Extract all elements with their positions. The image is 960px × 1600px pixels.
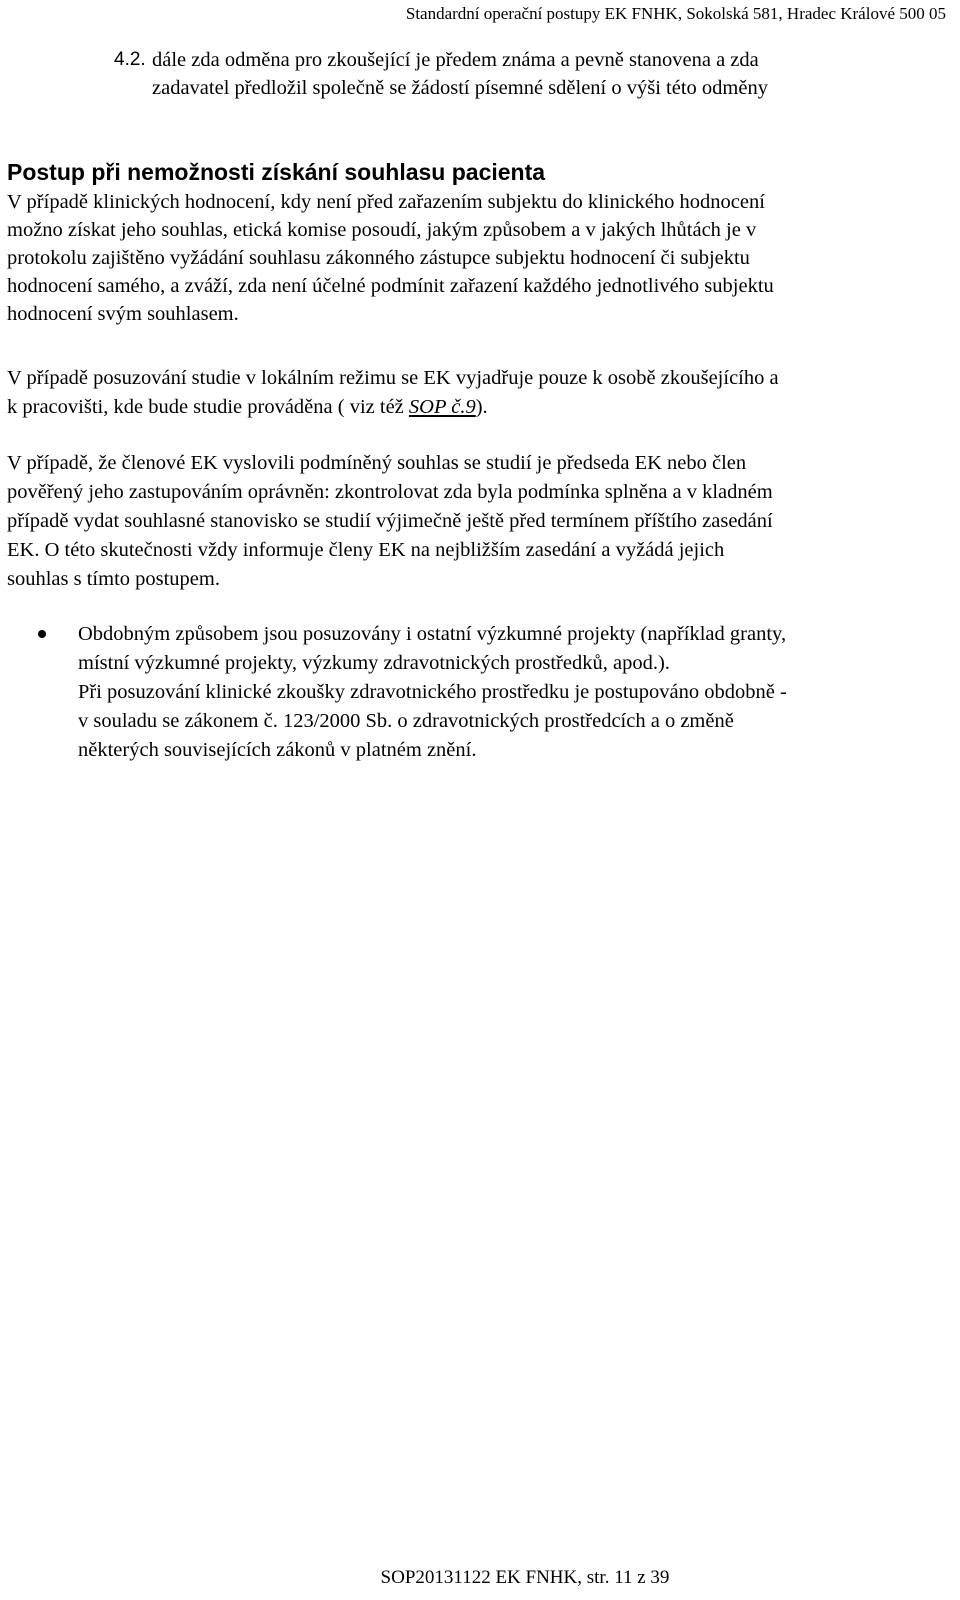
item-text-line: dále zda odměna pro zkoušející je předem známa a pevně stanovena a zda bbox=[152, 49, 759, 71]
paragraph-line: V případě, že členové EK vyslovili podmíněný souhlas se studií je předseda EK nebo člen bbox=[7, 452, 747, 474]
page-header: Standardní operační postupy EK FNHK, Sokolská 581, Hradec Králové 500 05 bbox=[405, 4, 946, 23]
paragraph-line: možno získat jeho souhlas, etická komise posoudí, jakým způsobem a v jakých lhůtách je v bbox=[7, 219, 757, 241]
paragraph-line: EK. O této skutečnosti vždy informuje členy EK na nejbližším zasedání a vyžádá jejich bbox=[7, 539, 725, 561]
paragraph-line: hodnocení svým souhlasem. bbox=[7, 303, 239, 325]
bullet-line: místní výzkumné projekty, výzkumy zdravotnických prostředků, apod.). bbox=[78, 652, 670, 674]
paragraph-line-text: k pracovišti, kde bude studie prováděna ( viz též bbox=[7, 396, 409, 418]
bullet-text bbox=[78, 620, 946, 765]
bullet-line: Obdobným způsobem jsou posuzovány i ostatní výzkumné projekty (například granty, bbox=[78, 623, 787, 645]
section-heading: Postup při nemožnosti získání souhlasu pacienta bbox=[7, 159, 546, 185]
paragraph-line-text: ). bbox=[475, 396, 488, 418]
paragraph-consent-procedure bbox=[7, 188, 947, 328]
paragraph-line bbox=[7, 393, 947, 422]
page-footer: SOP20131122 EK FNHK, str. 11 z 39 bbox=[380, 1567, 670, 1588]
item-number: 4.2. bbox=[114, 49, 146, 70]
paragraph-line: protokolu zajištěno vyžádání souhlasu zákonného zástupce subjektu hodnocení či subjektu bbox=[7, 247, 750, 269]
sop-9-link[interactable]: SOP č.9 bbox=[408, 396, 476, 418]
paragraph-line: V případě posuzování studie v lokálním režimu se EK vyjadřuje pouze k osobě zkoušejícího a bbox=[7, 367, 779, 389]
paragraph-line: případě vydat souhlasné stanovisko se studií výjimečně ještě před termínem příštího zasedání bbox=[7, 510, 773, 532]
paragraph-line: pověřený jeho zastupováním oprávněn: zkontrolovat zda byla podmínka splněna a v kladném bbox=[7, 481, 773, 503]
item-text bbox=[114, 46, 944, 102]
paragraph-line: hodnocení samého, a zváží, zda není účelné podmínit zařazení každého jednotlivého subjektu bbox=[7, 275, 774, 297]
paragraph-line: souhlas s tímto postupem. bbox=[7, 568, 220, 590]
paragraph-conditional-approval bbox=[7, 449, 947, 594]
item-text-line: zadavatel předložil společně se žádostí písemné sdělení o výši této odměny bbox=[152, 77, 768, 99]
bullet-list-item bbox=[36, 620, 946, 765]
list-item-4-2 bbox=[114, 46, 944, 102]
paragraph-line: V případě klinických hodnocení, kdy není před zařazením subjektu do klinického hodnocení bbox=[7, 191, 765, 213]
bullet-icon bbox=[38, 630, 46, 638]
bullet-line: některých souvisejících zákonů v platném znění. bbox=[78, 739, 477, 761]
bullet-line: Při posuzování klinické zkoušky zdravotnického prostředku je postupováno obdobně - bbox=[78, 681, 787, 703]
bullet-line: v souladu se zákonem č. 123/2000 Sb. o zdravotnických prostředcích a o změně bbox=[78, 710, 734, 732]
paragraph-local-regime bbox=[7, 364, 947, 422]
